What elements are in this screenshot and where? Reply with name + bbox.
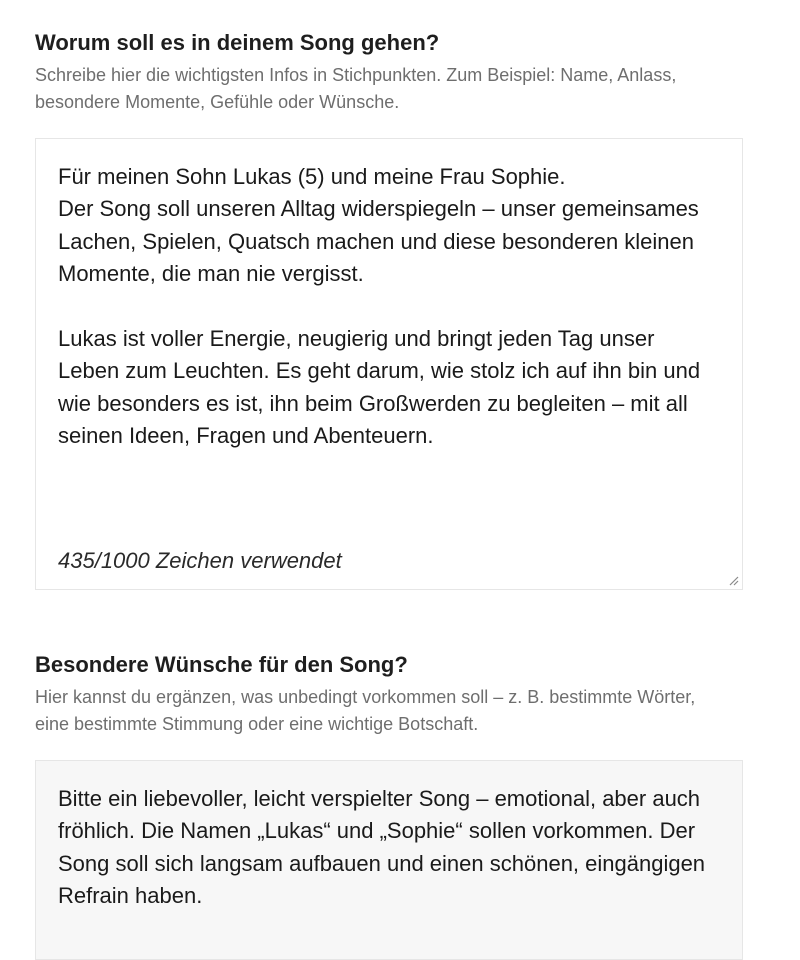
song-topic-text: Für meinen Sohn Lukas (5) und meine Frau Sophie. Der Song soll unseren Alltag widerspiegeln – unser gemeinsames Lachen, Spielen, Quatsch machen und diese besonderen kleinen Momente, die man nie vergisst. Lukas ist voller Energie, neugierig und bringt jeden Tag unser Leben zum Leuchten. Es geht darum, wie stolz ich auf ihn bin und wie besonders es ist, ihn beim Großwerden zu begleiten – mit all seinen Ideen, Fragen und Abenteuern.: [58, 164, 701, 449]
special-wishes-text: Bitte ein liebevoller, leicht verspielter Song – emotional, aber auch fröhlich. Die Namen „Lukas“ und „Sophie“ sollen vorkommen. Der Song soll sich langsam aufbauen und einen schönen, eingängigen Refrain haben.: [58, 786, 706, 909]
song-topic-label: Worum soll es in deinem Song gehen?: [35, 30, 440, 55]
special-wishes-section: [35, 650, 743, 960]
song-topic-section: [35, 28, 743, 590]
special-wishes-textarea[interactable]: [35, 760, 743, 960]
song-topic-textarea[interactable]: [35, 138, 743, 590]
special-wishes-hint: Hier kannst du ergänzen, was unbedingt vorkommen soll – z. B. bestimmte Wörter, eine bestimmte Stimmung oder eine wichtige Botschaft.: [35, 687, 696, 734]
special-wishes-label: Besondere Wünsche für den Song?: [35, 652, 408, 677]
song-topic-hint: Schreibe hier die wichtigsten Infos in Stichpunkten. Zum Beispiel: Name, Anlass, besondere Momente, Gefühle oder Wünsche.: [35, 65, 677, 112]
character-counter: 435/1000 Zeichen verwendet: [58, 548, 342, 573]
resize-handle-icon[interactable]: [727, 574, 739, 586]
